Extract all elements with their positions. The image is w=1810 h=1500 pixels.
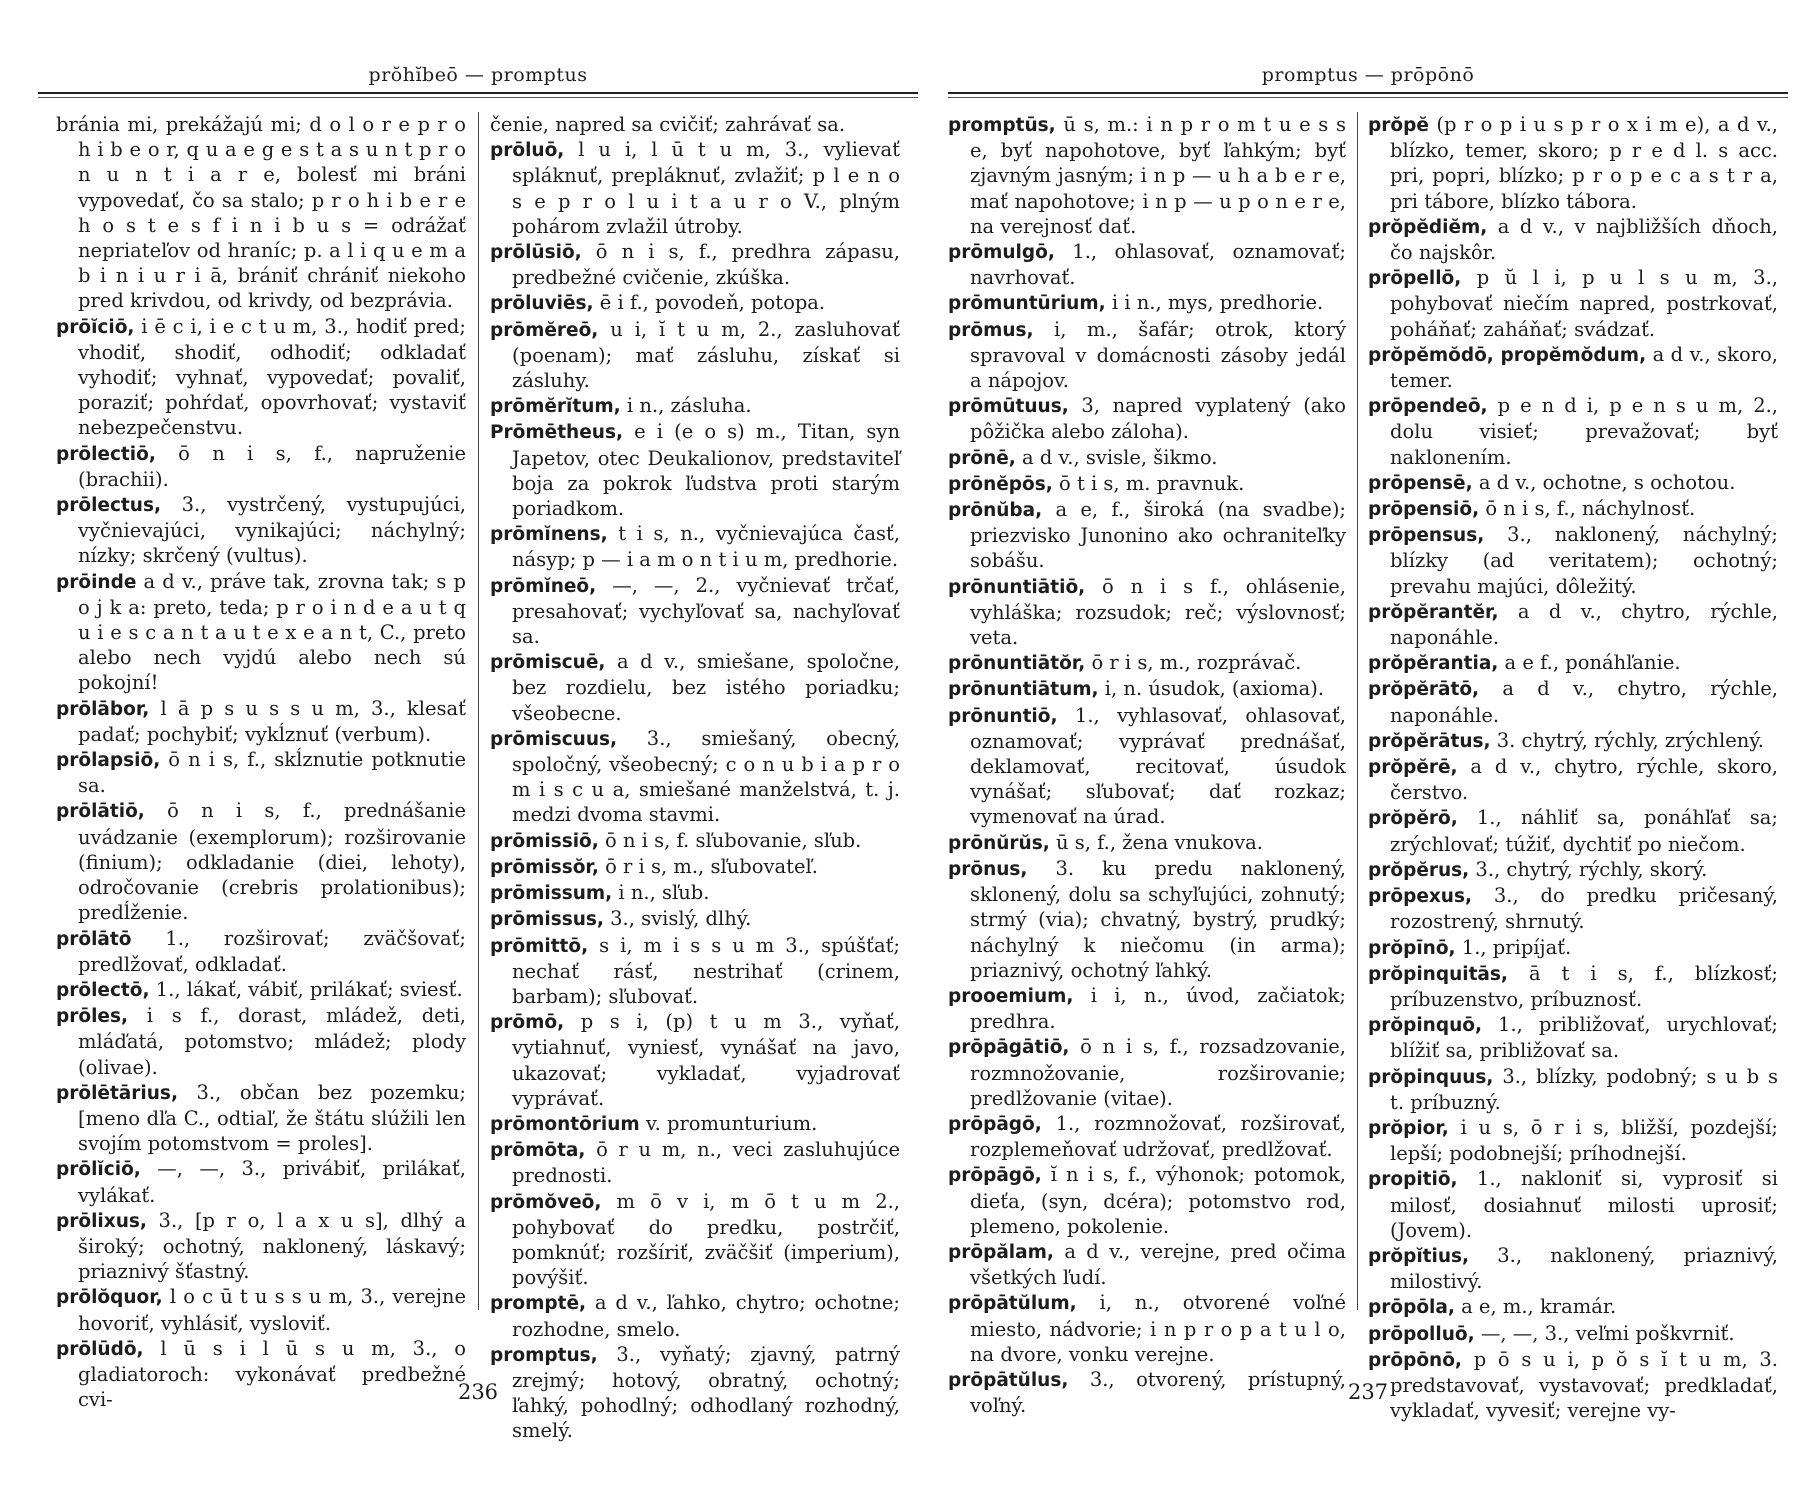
entry-definition: a d v., chytro, rýchle, naponáhle. [1390,677,1779,727]
entry-definition: i, n. úsudok, (axioma). [1104,677,1325,701]
entry-definition: l o c ū t u s s u m, 3., verejne hovoriť, vyhlásiť, vysloviť. [78,1285,466,1335]
dictionary-entry [56,1284,466,1335]
entry-headword: prōmulgō, [948,242,1055,264]
entry-definition: a e, m., kramár. [1461,1295,1617,1319]
entry-headword: prōmissŏr, [490,856,599,878]
entry-headword: prōmus, [948,319,1034,341]
entry-headword: prŏpinquō, [1368,1015,1482,1037]
dictionary-entry [1368,728,1778,754]
entry-definition: 3., vyňatý; zjavný, patrný zrejmý; hotový, obratný, ochotný; ľahký, pohodlný; odhodlaný rozhodný, smelý. [512,1342,900,1443]
dictionary-entry [1368,1012,1778,1063]
entry-headword: prōmĕrĭtum, [490,396,621,418]
dictionary-entry [490,880,900,906]
entry-definition: a d v., skoro, temer. [1390,342,1778,393]
dictionary-entry [1368,1294,1778,1320]
entry-definition: l ā p s u s s u m, 3., klesať padať; pochybiť; vykĺznuť (verbum). [78,696,466,746]
entry-headword: prōpāgō, [948,1113,1042,1135]
dictionary-entry [1368,1166,1778,1243]
dictionary-entry [948,650,1346,676]
entry-headword: prōmō, [490,1012,565,1034]
entry-definition: ō n i s, f., rozsadzovanie, rozmnožovanie, rozširovanie; predlžovanie (vitae). [970,1035,1347,1110]
entry-definition: i i n., mys, predhorie. [1111,291,1324,315]
dictionary-entry [1368,1115,1778,1166]
entry-definition: s i, m i s s u m 3., spúšťať; nechať rásť, nestrihať (crinem, barbam); sľubovať. [512,933,901,1008]
entry-definition: —, —, 3., privábiť, prilákať, vylákať. [78,1157,466,1207]
dictionary-entry [1368,214,1778,265]
running-header: promptus — prōpōnō [1261,64,1475,86]
entry-definition: ĭ n i s, f., výhonok; potomok, dieťa, (syn, dcéra); potomstvo rod, plemeno, pokolenie. [970,1163,1346,1238]
entry-definition: t i s, n., vyčnievajúca časť, násyp; p — i a m o n t i u m, predhorie. [512,522,900,572]
dictionary-entry [56,977,466,1003]
dictionary-entry [56,1156,466,1207]
page-number: 236 [457,1380,499,1404]
entry-headword: prōpātŭlum, [948,1293,1077,1315]
entry-headword: prōpensus, [1368,525,1485,547]
entry-headword: prōnē, [948,447,1016,469]
entry-headword: prōlectus, [56,495,161,517]
entry-definition: ō t i s, m. pravnuk. [1059,471,1245,495]
entry-definition: ō n i s, f., náchylnosť. [1485,497,1696,521]
entry-headword: prŏpior, [1368,1117,1449,1139]
entry-definition: 1., ohlasovať, oznamovať; navrhovať. [970,240,1347,290]
dictionary-entry [1368,522,1778,599]
entry-headword: prōlātō [56,928,132,950]
entry-definition: a e f., ponáhľanie. [1504,651,1681,675]
entry-headword: prōnŭrŭs, [948,832,1050,854]
dictionary-entry [948,1034,1346,1111]
entry-headword: prōĭciō, [56,316,135,338]
entry-headword: prōnuntiātiō, [948,576,1086,598]
dictionary-entry [1368,393,1778,470]
dictionary-entry [490,649,900,726]
dictionary-entry [1368,961,1778,1012]
dictionary-entry [56,492,466,569]
entry-definition: (p r o p i u s p r o x i m e), a d v., blízko, temer, skoro; p r e d l. s acc. pri, popri, blízko; p r o p e c a s t r a, pri tábore, blízko tábora. [1390,113,1779,213]
entry-definition: 3., blízky, podobný; s u b s t. príbuzný. [1390,1064,1779,1114]
dictionary-entry [1368,676,1778,727]
entry-headword: prōnŭba, [948,500,1043,522]
entry-definition: a d v., ľahko, chytro; ochotne; rozhodne, smelo. [512,1291,901,1341]
dictionary-entry [1368,496,1778,522]
entry-definition: 3., chytrý, rýchly, skorý. [1475,857,1708,881]
dictionary-entry [56,1003,466,1080]
dictionary-entry [1368,754,1778,805]
entry-definition: l u i, l ū t u m, 3., vylievať spláknuť, prepláknuť, zvlažiť; p l e n o s e p r o l u i t a u r o V., plným pohárom zvlažil útroby. [512,138,901,238]
dictionary-entry [1368,935,1778,961]
entry-headword: prŏpĕrō, [1368,808,1458,830]
entry-definition: 1., rozmnožovať, rozširovať, rozplemeňovať udržovať, predlžovať. [970,1111,1346,1162]
entry-definition: ā t i s, f., blízkosť; príbuzenstvo, príbuznosť. [1390,961,1779,1011]
entry-definition: a d v., chytro, rýchle, skoro, čerstvo. [1390,755,1778,805]
entry-headword: prōlētārius, [56,1082,178,1104]
entry-headword: prōpălam, [948,1241,1054,1263]
entry-headword: prōpensē, [1368,472,1473,494]
entry-headword: prōles, [56,1006,129,1028]
dictionary-entry [948,1111,1346,1162]
dictionary-entry [948,830,1346,856]
entry-headword: prŏpinquitās, [1368,963,1508,985]
dictionary-entry [948,445,1346,471]
entry-headword: prōlābor, [56,698,150,720]
entry-headword: prōpolluō, [1368,1323,1475,1345]
entry-definition: p ō s u i, p ŏ s ĭ t u m, 3. predstavovať, vystavovať; predkladať, vykladať, vyvesiť; verejne vy- [1390,1347,1778,1423]
entry-headword: prōpāgō, [948,1165,1042,1187]
entry-definition: i ē c i, i e c t u m, 3., hodiť pred; vhodiť, shodiť, odhodiť; odkladať vyhodiť; vyhnať, vypovedať; povaliť, poraziť; pohŕdať, opovrhovať; vystaviť nebezpečenstvu. [78,314,466,440]
header-rule [38,92,918,94]
dictionary-entry [490,419,900,521]
entry-definition: a d v., smiešane, spoločne, bez rozdielu, bez istého poriadku; všeobecne. [512,650,900,725]
entry-headword: prōpellō, [1368,268,1462,290]
dictionary-entry [490,1189,900,1291]
dictionary-entry [948,393,1346,444]
dictionary-entry [1368,1321,1778,1347]
entry-definition: ō r i s, m., sľubovateľ. [605,854,818,878]
entry-headword: prōpātŭlus, [948,1369,1069,1391]
entry-definition: p e n d i, p e n s u m, 2., dolu visieť; prevažovať; byť naklonením. [1390,394,1778,469]
entry-headword: prōmĭneō, [490,575,597,597]
dictionary-entry [1368,470,1778,496]
entry-headword: prōpōla, [1368,1297,1455,1319]
entry-definition: 1., lákať, vábiť, prilákať; sviesť. [155,977,463,1001]
entry-definition: 3., vystrčený, vystupujúci, vyčnievajúci, vynikajúci; náchylný; nízky; skrčený (vultus). [78,493,467,568]
entry-definition: i s f., dorast, mládež, deti, mláďatá, potomstvo; mládež; plody (olivae). [78,1004,466,1079]
dictionary-entry [948,983,1346,1034]
entry-headword: prōmuntūrium, [948,293,1106,315]
dictionary-entry [948,1239,1346,1290]
dictionary-entry [490,239,900,290]
entry-definition: ō n i s, f., prednášanie uvádzanie (exemplorum); rozširovanie (finium); odkladanie (diei, lehoty), odročovanie (crebris prolationibus); predĺženie. [78,799,466,925]
entry-definition: p ŭ l i, p u l s u m, 3., pohybovať niečím napred, postrkovať, poháňať; zaháňať; svádzať. [1390,266,1778,341]
dictionary-entry [948,497,1346,574]
dictionary-entry [948,290,1346,316]
entry-headword: prōpendeō, [1368,396,1488,418]
dictionary-entry [948,317,1346,394]
entry-definition: i n., sľub. [618,881,710,905]
entry-definition: i, n., otvorené voľné miesto, nádvorie; i n p r o p a t u l o, na dvore, vonku verejne. [970,1291,1347,1366]
column-left [948,112,1347,1418]
dictionary-entry [490,290,900,316]
entry-definition: 3, napred vyplatený (ako pôžička alebo záloha). [970,394,1346,444]
entry-definition: l ū s i l ū s u m, 3., o gladiatoroch: vykonávať predbežné cvi- [78,1336,467,1412]
dictionary-entry [56,1080,466,1157]
dictionary-entry [56,112,466,314]
dictionary-entry [490,573,900,650]
entry-headword: prŏpĕrātō, [1368,679,1480,701]
entry-headword: prŏpĕ [1368,115,1429,136]
entry-headword: prōlectiō, [56,443,156,465]
entry-definition: —, —, 3., veľmi poškvrniť. [1480,1321,1735,1345]
dictionary-entry [56,314,466,441]
entry-headword: prōinde [56,571,137,593]
entry-definition: m ō v i, m ō t u m 2., pohybovať do predku, postrčiť, pomknúť; rozšíriť, zväčšiť (imperium), povýšiť. [512,1189,901,1290]
entry-headword: prōnuntiātŏr, [948,653,1086,675]
dictionary-entry [1368,599,1778,650]
entry-headword: prōlŏquor, [56,1287,163,1309]
entry-definition: —, —, 2., vyčnievať trčať, presahovať; vychyľovať sa, nachyľovať sa. [512,573,900,649]
entry-definition: 3., smiešaný, obecný, spoločný, všeobecný; c o n u b i a p r o m i s c u a, smiešané manželstvá, t. j. medzi dvoma stavmi. [512,726,900,827]
dictionary-entry [490,1137,900,1188]
dictionary-entry [948,703,1346,830]
entry-definition: 1., nakloniť si, vyprosiť si milosť, dosiahnuť milosti uprosiť; (Jovem). [1390,1167,1778,1242]
dictionary-entry [948,1290,1346,1367]
entry-headword: prōnuntiātum, [948,679,1099,701]
dictionary-entry [1368,883,1778,934]
entry-definition: p s i, (p) t u m 3., vyňať, vytiahnuť, vyniesť, vynášať na javo, ukazovať; vykladať, vyjadrovať vyprávať. [512,1010,900,1110]
column-divider [1357,112,1358,1310]
entry-headword: prŏpĕrantia, [1368,653,1499,675]
dictionary-entry [490,317,900,394]
entry-definition: bránia mi, prekážajú mi; d o l o r e p r o h i b e o r, q u a e g e s t a s u n t p r o n u n t i a r e, bolesť mi bráni vypovedať, čo sa stalo; p r o h i b e r e h o s t e s f i n i b u s = odrážať nepriateľov od hraníc; p. a l i q u e m a b i n i u r i ā, brániť chrániť niekoho pred krivdou, od krivdy, od bezprávia. [56,113,466,313]
dictionary-entry [56,696,466,747]
entry-headword: prōpōnō, [1368,1349,1462,1371]
entry-definition: i u s, ō r i s, bližší, pozdejší; lepší; podobnejší; príhodnejší. [1390,1115,1778,1166]
entry-headword: prōmittō, [490,935,589,957]
entry-headword: prŏpinquus, [1368,1066,1494,1088]
entry-definition: ē i f., povodeň, potopa. [599,291,826,315]
entry-definition: ū s, m.: i n p r o m t u e s s e, byť napohotove, byť ľahkým; byť zjavným jasným; i n p — u h a b e r e, mať napohotove; i n p — u p o n e r e, na verejnosť dať. [970,113,1346,238]
entry-definition: a d v., chytro, rýchle, naponáhle. [1390,599,1778,650]
entry-headword: prōmĭnens, [490,524,608,546]
entry-headword: propitiō, [1368,1169,1458,1191]
entry-definition: e i (e o s) m., Titan, syn Japetov, otec Deukalionov, predstaviteľ boja za pokrok ľudstva proti starým poriadkom. [512,420,900,521]
entry-headword: prōmissum, [490,883,613,905]
column-left [56,112,467,1412]
entry-headword: prŏpĕrus, [1368,859,1470,881]
dictionary-entry [56,441,466,492]
dictionary-entry [948,112,1346,239]
entry-headword: prōmĕreō, [490,319,599,341]
entry-definition: 3., naklonený, náchylný; blízky (ad veritatem); ochotný; prevahu majúci, dôležitý. [1390,523,1778,598]
entry-headword: prōmiscuus, [490,728,618,750]
dictionary-entry [948,1162,1346,1239]
entry-definition: ō n i s, f., napruženie (brachii). [78,441,466,491]
entry-definition: 1., vyhlasovať, ohlasovať, oznamovať; vyprávať prednášať, deklamovať, recitovať, úsudok vynášať; sľubovať; dať rozkaz; vymenovať na úrad. [970,703,1346,829]
dictionary-entry [1368,112,1778,214]
entry-definition: ū s, f., žena vnukova. [1055,830,1263,854]
entry-headword: prōpexus, [1368,886,1473,908]
entry-definition: 3., občan bez pozemku; [meno dľa C., odtiaľ, že štátu slúžili len svojím potomstvom = proles]. [78,1080,466,1156]
entry-definition: 3., naklonený, priaznivý, milostivý. [1390,1243,1778,1294]
dictionary-entry [1368,1243,1778,1294]
entry-definition: 3., otvorený, prístupný, voľný. [970,1367,1346,1418]
entry-definition: ō n i s, f. sľubovanie, sľub. [605,828,862,852]
dictionary-entry [948,676,1346,702]
entry-definition: u i, ĭ t u m, 2., zasluhovať (poenam); mať zásluhu, získať si zásluhy. [512,317,900,393]
entry-definition: 3., svislý, dlhý. [610,907,752,931]
dictionary-entry [490,828,900,854]
entry-definition: ō n i s, f., predhra zápasu, predbežné cvičenie, zkúška. [512,240,900,290]
header-rule-thin [38,97,918,98]
entry-headword: prōnus, [948,858,1028,880]
dictionary-entry [490,137,900,239]
header-rule-thin [948,97,1788,98]
entry-headword: promptē, [490,1293,587,1315]
entry-headword: prŏpĭtius, [1368,1245,1470,1267]
dictionary-entry [56,569,466,696]
entry-headword: prōpensiō, [1368,499,1480,521]
dictionary-entry [948,239,1346,290]
dictionary-entry [56,747,466,798]
entry-definition: 1., náhliť sa, ponáhľať sa; zrýchlovať; túžiť, dychtiť po niečom. [1390,806,1778,856]
dictionary-entry [56,1208,466,1285]
dictionary-entry [490,726,900,828]
entry-definition: ō r i s, m., rozprávač. [1091,651,1302,675]
dictionary-entry [1368,650,1778,676]
dictionary-entry [948,856,1346,983]
entry-definition: a d v., verejne, pred očima všetkých ľudí. [970,1239,1346,1290]
dictionary-entry [490,854,900,880]
entry-headword: prōmŏveō, [490,1191,602,1213]
entry-definition: a d v., ochotne, s ochotou. [1478,470,1736,494]
entry-definition: ō n i s, f., skĺznutie potknutie sa. [78,748,466,798]
running-header: prŏhĭbeō — promptus [368,64,588,86]
dictionary-entry [490,1290,900,1341]
dictionary-entry [1368,857,1778,883]
entry-definition: ō r u m, n., veci zasluhujúce prednosti. [512,1138,900,1188]
entry-headword: prōmissus, [490,909,604,931]
column-right [490,112,901,1443]
entry-headword: prōmissiō, [490,830,599,852]
page-number: 237 [1347,1380,1389,1404]
entry-headword: prŏpīnō, [1368,937,1456,959]
right-page [948,0,1788,1500]
entry-headword: prōmiscuē, [490,652,606,674]
entry-definition: čenie, napred sa cvičiť; zahrávať sa. [490,113,846,136]
column-divider [478,112,479,1310]
entry-headword: prōnuntiō, [948,705,1058,727]
entry-definition: a d v., práve tak, zrovna tak; s p o j k a: preto, teda; p r o i n d e a u t q u i e s c a n t a u t e x e a n t, C., preto alebo nech vyjdú alebo nech sú pokojní! [78,569,466,695]
header-rule [948,92,1788,94]
entry-headword: Prōmētheus, [490,422,623,444]
entry-headword: prŏpĕdiĕm, [1368,216,1488,238]
dictionary-entry [490,1111,900,1137]
entry-headword: prooemium, [948,985,1074,1007]
dictionary-entry [948,471,1346,497]
dictionary-entry [1368,265,1778,342]
entry-definition: v. promunturium. [645,1111,818,1135]
entry-headword: prŏpĕmŏdō, propĕmŏdum, [1368,344,1647,366]
dictionary-entry [1368,805,1778,856]
entry-headword: prōluō, [490,140,565,162]
entry-headword: prŏpĕrē, [1368,757,1458,779]
entry-headword: prōmontōrium [490,1113,640,1135]
dictionary-entry [948,574,1346,651]
entry-headword: prōmūtuus, [948,396,1069,418]
entry-headword: prŏpĕrantĕr, [1368,601,1499,623]
dictionary-entry [490,1009,900,1111]
entry-headword: prōluviēs, [490,293,594,315]
dictionary-entry [490,112,900,137]
entry-headword: prōlĭciō, [56,1159,141,1181]
entry-definition: 3., [p r o, l a x u s], dlhý a široký; ochotný, naklonený, láskavý; priaznivý šťastný. [78,1208,466,1284]
entry-definition: 3. chytrý, rýchly, zrýchlený. [1496,728,1764,752]
entry-definition: i n., zásluha. [626,394,752,418]
entry-definition: a d v., svisle, šikmo. [1022,445,1218,469]
dictionary-entry [490,521,900,572]
left-page [38,0,918,1500]
entry-definition: ō n i s f., ohlásenie, vyhláška; rozsudok; reč; výslovnosť; veta. [970,574,1346,650]
dictionary-entry [1368,342,1778,393]
entry-headword: prōlūdō, [56,1338,144,1360]
entry-definition: i i, n., úvod, začiatok; predhra. [970,983,1346,1034]
entry-headword: prōlectō, [56,979,150,1001]
dictionary-entry [490,393,900,419]
entry-definition: 1., rozširovať; zväčšovať; predlžovať, odkladať. [78,926,467,976]
dictionary-entry [56,798,466,925]
entry-headword: promptus, [490,1344,598,1366]
entry-headword: prōlātiō, [56,801,145,823]
dictionary-entry [1368,1064,1778,1115]
entry-definition: 3. ku predu naklonený, sklonený, dolu sa schyľujúci, zohnutý; strmý (via); chvatný, bystrý, prudký; náchylný k niečomu (in arma); priaznivý, ochotný ľahký. [970,856,1346,982]
entry-headword: prŏpĕrātus, [1368,730,1491,752]
entry-headword: prōlūsiō, [490,242,582,264]
entry-definition: i, m., šafár; otrok, ktorý spravoval v domácnosti zásoby jedál a nápojov. [970,317,1347,393]
entry-definition: 1., pripíjať. [1461,935,1572,959]
entry-headword: prōlapsiō, [56,750,161,772]
entry-headword: prōpāgātiō, [948,1037,1070,1059]
entry-headword: promptūs, [948,115,1056,136]
dictionary-entry [490,906,900,932]
entry-headword: prōlixus, [56,1210,147,1232]
entry-headword: prōmōta, [490,1140,586,1162]
entry-headword: prōnĕpōs, [948,473,1053,495]
entry-definition: 1., približovať, urychlovať; blížiť sa, približovať sa. [1390,1013,1778,1063]
entry-definition: a e, f., široká (na svadbe); priezvisko Junonino ako ochraniteľky sobášu. [970,498,1346,573]
dictionary-entry [56,926,466,977]
entry-definition: 3., do predku pričesaný, rozostrený, shrnutý. [1390,884,1778,934]
entry-definition: a d v., v najbližších dňoch, čo najskôr. [1390,214,1778,265]
dictionary-entry [490,933,900,1010]
